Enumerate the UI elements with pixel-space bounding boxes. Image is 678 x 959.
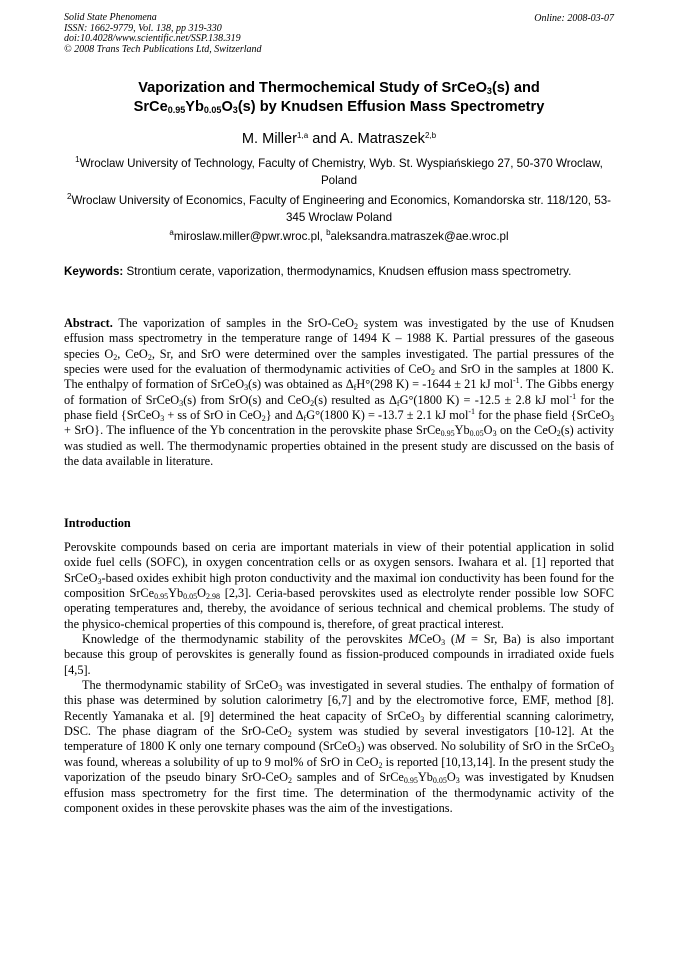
journal-header bbox=[64, 13, 262, 55]
authors: M. Miller$^{1,a}$ and A. Matraszek$^{2,b}$ bbox=[241, 131, 437, 147]
affiliation-1: $^1$Wroclaw University of Technology, Faculty of Chemistry, Wyb. St. Wyspiańskiego 27, 50-370 Wroclaw, Poland bbox=[75, 155, 603, 187]
keywords bbox=[64, 263, 614, 280]
doi: doi:10.4028/www.scientific.net/SSP.138.319 bbox=[64, 33, 241, 45]
intro-paragraph-2: Knowledge of the thermodynamic stability of the perovskites MCeO$_3$ (M = Sr, Ba) is also important because this group of perovskites is generally found as fission-produced compounds in irradiated oxide fuels [4,5]. bbox=[64, 632, 614, 677]
abstract: Abstract. The vaporization of samples in the SrO-CeO$_2$ system was investigated by the use of Knudsen effusion mass spectrometry in the temperature range of 1494 K – 1988 K. Partial pressures of the gaseous species $O_2$, CeO$_2$, Sr, and SrO were determined over the samples investigated. The partial pressures of the species were used for the evaluation of thermodynamic activities of CeO$_2$ and SrO in the samples at 1800 K. The enthalpy of formation of SrCeO$_3$(s) was obtained as $\Delta_fH^\circ(298$ K) = -1644 ± 21 kJ mol$^{-1}$. The Gibbs energy of formation of SrCeO$_3$(s) from SrO(s) and CeO$_2$(s) resulted as $\Delta_fG^\circ(1800$ K) = -12.5 ± 2.8 kJ mol$^{-1}$ for the phase field {SrCeO$_3$ + ss of SrO in CeO$_2$} and $\Delta_fG^\circ(1800$ K) = -13.7 ± 2.1 kJ mol$^{-1}$ for the phase field {SrCeO$_3$ + SrO}. The influence of the Yb concentration in the perovskite phase $SrCe_{0.95}Yb_{0.05}O_3$ on the CeO$_2$(s) activity was studied as well. The thermodynamic properties obtained in the present study are discussed on the basis of the data available in literature. bbox=[64, 316, 615, 469]
keywords-text: Strontium cerate, vaporization, thermodynamics, Knudsen effusion mass spectrometry. bbox=[123, 265, 572, 278]
journal-name: Solid State Phenomena bbox=[64, 12, 157, 23]
introduction-heading: Introduction bbox=[64, 516, 131, 530]
abstract-label: Abstract. bbox=[64, 316, 113, 330]
copyright: © 2008 Trans Tech Publications Ltd, Switzerland bbox=[64, 43, 262, 55]
intro-paragraph-1: Perovskite compounds based on ceria are important materials in view of their potential application in solid oxide fuel cells (SOFC), in oxygen concentration cells or as oxygen sensors. Iwahara et al. [1] reported that SrCeO$_3$-based oxides exhibit high proton conductivity and the maximal ion conductivity has been found for the composition $SrCe_{0.95}Yb_{0.05}O_{2.98}$ [2,3]. Ceria-based perovskites used as electrolyte render possible low SOFC operating temperatures and, thereby, the avoidance of serious technical and chemical problems. The study of the physico-chemical properties of this compound is, therefore, of great practical interest. bbox=[64, 540, 615, 631]
keywords-label: Keywords: bbox=[64, 265, 124, 278]
affiliation-2: $^2$Wroclaw University of Economics, Faculty of Engineering and Economics, Komandorska str. 118/120, 53-345 Wroclaw Poland bbox=[66, 192, 612, 224]
intro-paragraph-3: The thermodynamic stability of SrCeO$_3$ was investigated in several studies. The enthalpy of formation of this phase was determined by solution calorimetry [6,7] and by the electromotive force, EMF, method [8]. Recently Yamanaka et al. [9] determined the heat capacity of SrCeO$_3$ by differential scanning calorimetry, DSC. The phase diagram of the SrO-CeO$_2$ system was studied by several investigators [10-12]. At the temperature of 1800 K only one ternary compound (SrCeO$_3$) was observed. No solubility of SrO in the SrCeO$_3$ was found, whereas a solubility of up to 9 mol% of SrO in CeO$_2$ is reported [10,13,14]. In the present study the vaporization of the pseudo binary SrO-CeO$_2$ samples and of $SrCe_{0.95}Yb_{0.05}O_3$ was investigated by Knudsen effusion mass spectrometry for the first time. The determination of the thermodynamic activity of the component oxides in these perovskite phases was the aim of the investigations. bbox=[64, 678, 615, 815]
issn: ISSN: 1662-9779, Vol. 138, pp 319-330 bbox=[64, 22, 222, 34]
introduction-body bbox=[64, 540, 614, 816]
author-emails: $^a$miroslaw.miller@pwr.wroc.pl, $^b$aleksandra.matraszek@ae.wroc.pl bbox=[169, 228, 509, 243]
paper-title: Vaporization and Thermochemical Study of SrCeO$_3$(s) and $SrCe_{0.95}Yb_{0.05}O_3(s)$ by Knudsen Effusion Mass Spectrometry bbox=[133, 80, 545, 115]
online-date: Online: 2008-03-07 bbox=[534, 13, 614, 24]
